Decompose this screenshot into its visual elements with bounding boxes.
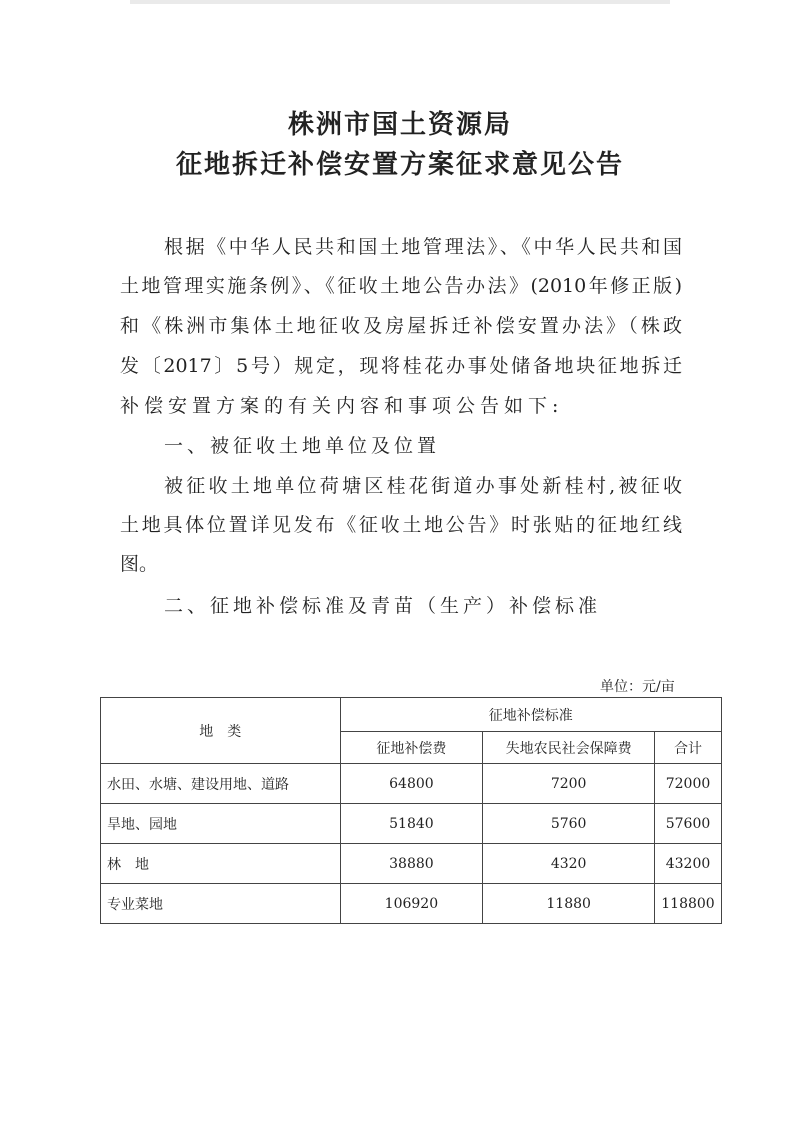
value-cell: 7200 <box>483 764 655 804</box>
land-type-cell: 水田、水塘、建设用地、道路 <box>101 764 341 804</box>
paragraph-1-line: 根据《中华人民共和国土地管理法》、《中华人民共和国 <box>164 236 682 258</box>
paragraph-1-line: 土地管理实施条例》、《征收土地公告办法》(2010年修正版) <box>120 275 682 297</box>
paragraph-2-line: 被征收土地单位荷塘区桂花街道办事处新桂村,被征收 <box>164 475 682 497</box>
land-type-cell: 专业菜地 <box>101 884 341 924</box>
section-1-heading: 一、被征收土地单位及位置 <box>164 435 441 457</box>
compensation-table <box>100 697 722 924</box>
table-row <box>101 804 722 844</box>
value-cell: 64800 <box>340 764 483 804</box>
value-cell: 51840 <box>340 804 483 844</box>
value-cell: 5760 <box>483 804 655 844</box>
section-2-heading: 二、征地补偿标准及青苗（生产）补偿标准 <box>164 595 602 617</box>
header-column: 征地补偿费 <box>340 732 483 764</box>
value-cell: 4320 <box>483 844 655 884</box>
value-cell: 118800 <box>655 884 722 924</box>
paragraph-2-line: 土地具体位置详见发布《征收土地公告》时张贴的征地红线 <box>120 514 682 536</box>
paragraph-1-line: 补偿安置方案的有关内容和事项公告如下: <box>120 395 564 417</box>
scan-edge <box>130 0 670 4</box>
land-type-cell: 旱地、园地 <box>101 804 341 844</box>
value-cell: 106920 <box>340 884 483 924</box>
table-row <box>101 764 722 804</box>
table-row <box>101 884 722 924</box>
land-type-cell: 林 地 <box>101 844 341 884</box>
value-cell: 72000 <box>655 764 722 804</box>
table-row <box>101 844 722 884</box>
table-unit-label: 单位：元/亩 <box>600 679 675 695</box>
header-land-type: 地 类 <box>101 698 341 764</box>
paragraph-1-line: 发〔2017〕5号）规定，现将桂花办事处储备地块征地拆迁 <box>120 355 682 377</box>
value-cell: 43200 <box>655 844 722 884</box>
value-cell: 57600 <box>655 804 722 844</box>
paragraph-1-line: 和《株洲市集体土地征收及房屋拆迁补偿安置办法》（株政 <box>120 315 682 337</box>
header-column: 失地农民社会保障费 <box>483 732 655 764</box>
header-compensation-standard: 征地补偿标准 <box>340 698 721 732</box>
header-column: 合计 <box>655 732 722 764</box>
document-title-line-2: 征地拆迁补偿安置方案征求意见公告 <box>175 150 624 180</box>
value-cell: 11880 <box>483 884 655 924</box>
paragraph-2-line: 图。 <box>120 553 159 575</box>
value-cell: 38880 <box>340 844 483 884</box>
document-title-line-1: 株洲市国土资源局 <box>287 110 512 140</box>
